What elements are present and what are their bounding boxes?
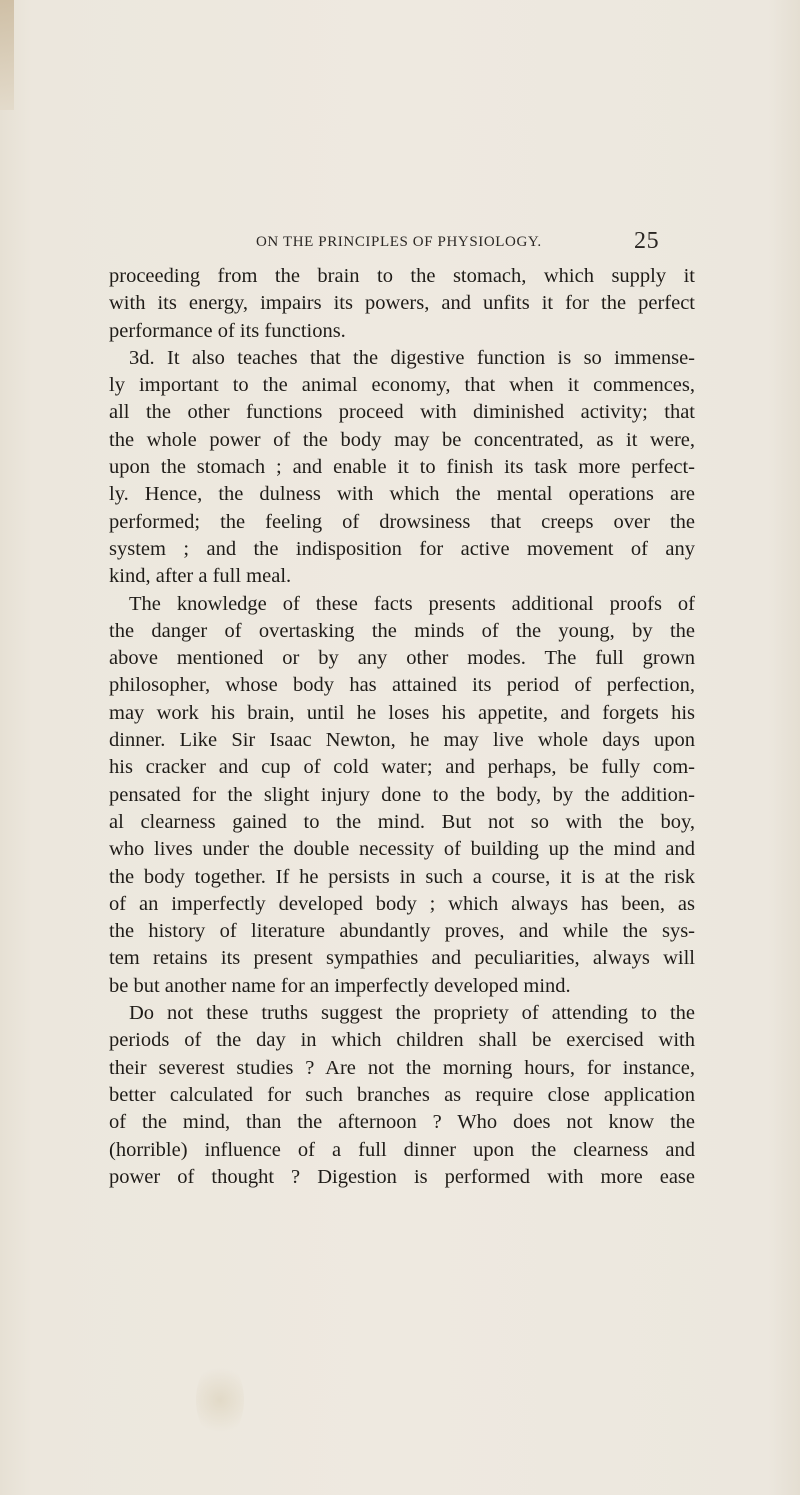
text-line: Do not these truths suggest the propriety of attending to the [129, 1002, 695, 1025]
text-line: philosopher, whose body has attained its period of perfection, [109, 674, 695, 697]
text-line: al clearness gained to the mind. But not so with the boy, [109, 810, 695, 833]
text-line: the danger of overtasking the minds of the young, by the [109, 619, 695, 642]
text-line: The knowledge of these facts presents additional proofs of [129, 592, 695, 615]
text-line: pensated for the slight injury done to the body, by the addition- [109, 783, 695, 806]
paper-smudge [196, 1360, 244, 1440]
text-line: with its energy, impairs its powers, and unfits it for the perfect [109, 292, 695, 315]
text-line: may work his brain, until he loses his appetite, and forgets his [109, 701, 695, 724]
text-line: the whole power of the body may be concentrated, as it were, [109, 428, 695, 451]
page-number: 25 [634, 228, 660, 254]
text-line: tem retains its present sympathies and peculiarities, always will [109, 947, 695, 970]
text-line: of an imperfectly developed body ; which always has been, as [109, 892, 695, 915]
text-line: their severest studies ? Are not the morning hours, for instance, [109, 1056, 695, 1079]
text-line: the body together. If he persists in such a course, it is at the risk [109, 865, 695, 888]
text-line: upon the stomach ; and enable it to finish its task more perfect- [109, 456, 695, 479]
running-head-title: ON THE PRINCIPLES OF PHYSIOLOGY. [256, 234, 542, 250]
text-line: ly important to the animal economy, that when it commences, [109, 374, 695, 397]
text-line: be but another name for an imperfectly developed mind. [109, 974, 571, 997]
text-line: 3d. It also teaches that the digestive function is so immense- [129, 346, 695, 369]
text-line: power of thought ? Digestion is performed with more ease [109, 1165, 695, 1188]
text-line: better calculated for such branches as require close application [109, 1083, 695, 1106]
text-line: performance of its functions. [109, 319, 346, 342]
text-line: proceeding from the brain to the stomach, which supply it [109, 265, 695, 287]
text-line: periods of the day in which children shall be exercised with [109, 1029, 695, 1052]
text-line: who lives under the double necessity of building up the mind and [109, 838, 695, 861]
text-line: (horrible) influence of a full dinner upon the clearness and [109, 1138, 695, 1161]
text-line: dinner. Like Sir Isaac Newton, he may live whole days upon [109, 729, 695, 752]
page-edge-stain [0, 0, 14, 110]
text-line: his cracker and cup of cold water; and perhaps, be fully com- [109, 756, 695, 779]
text-line: of the mind, than the afternoon ? Who does not know the [109, 1111, 695, 1134]
body-text [109, 263, 695, 1191]
text-line: all the other functions proceed with diminished activity; that [109, 401, 695, 424]
text-line: performed; the feeling of drowsiness that creeps over the [109, 510, 695, 533]
running-head [256, 228, 756, 256]
text-line: above mentioned or by any other modes. The full grown [109, 647, 695, 670]
text-line: kind, after a full meal. [109, 565, 292, 588]
text-line: system ; and the indisposition for active movement of any [109, 537, 695, 560]
text-line: ly. Hence, the dulness with which the mental operations are [109, 483, 695, 506]
text-line: the history of literature abundantly proves, and while the sys- [109, 920, 695, 943]
